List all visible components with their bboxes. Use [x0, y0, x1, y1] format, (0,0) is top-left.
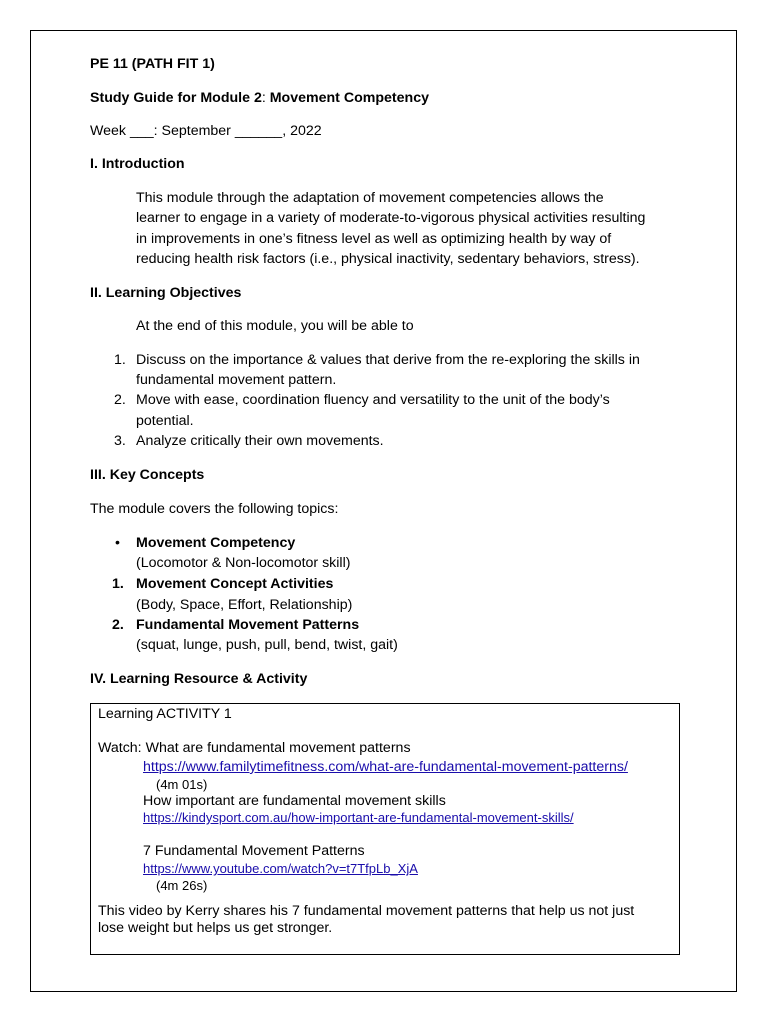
objective-line: Discuss on the importance & values that derive from the re-exploring the skills in [136, 352, 640, 368]
concept-detail: (Body, Space, Effort, Relationship) [136, 597, 353, 613]
objective-line: Analyze critically their own movements. [136, 433, 384, 449]
objective-line: potential. [136, 413, 194, 429]
objective-line: Move with ease, coordination fluency and versatility to the unit of the body’s [136, 392, 610, 408]
activity-description: lose weight but helps us get stronger. [98, 920, 333, 936]
link-familytimefitness[interactable]: https://www.familytimefitness.com/what-are-fundamental-movement-patterns/ [143, 759, 628, 775]
link-youtube[interactable]: https://www.youtube.com/watch?v=t7TfpLb_XjA [143, 861, 418, 876]
concept-number: 2. [112, 617, 124, 633]
activity-title: Learning ACTIVITY 1 [98, 706, 232, 722]
duration-1: (4m 01s) [156, 777, 208, 792]
intro-line: This module through the adaptation of movement competencies allows the [136, 190, 604, 206]
concepts-heading: III. Key Concepts [90, 467, 205, 483]
duration-3: (4m 26s) [156, 878, 208, 893]
intro-line: reducing health risk factors (i.e., physical inactivity, sedentary behaviors, stress). [136, 251, 640, 267]
concept-detail: (Locomotor & Non-locomotor skill) [136, 555, 351, 571]
concept-title: Fundamental Movement Patterns [136, 617, 360, 633]
video-title-2: How important are fundamental movement skills [143, 793, 446, 809]
concepts-lead: The module covers the following topics: [90, 501, 339, 517]
concept-detail: (squat, lunge, push, pull, bend, twist, gait) [136, 637, 398, 653]
video-title-3: 7 Fundamental Movement Patterns [143, 843, 365, 859]
study-guide-title [90, 88, 429, 108]
watch-line: Watch: What are fundamental movement patterns [98, 740, 411, 756]
concept-title: Movement Competency [136, 535, 296, 551]
concept-number: 1. [112, 576, 124, 592]
guide-topic: Movement Competency [265, 90, 429, 106]
intro-line: learner to engage in a variety of moderate-to-vigorous physical activities resulting [136, 210, 646, 226]
activity-description: This video by Kerry shares his 7 fundamental movement patterns that help us not just [98, 903, 635, 919]
objectives-lead: At the end of this module, you will be able to [136, 318, 414, 334]
objective-number: 2. [114, 392, 126, 408]
week-line: Week ___: September ______, 2022 [90, 123, 322, 139]
course-title: PE 11 (PATH FIT 1) [90, 56, 215, 72]
link-kindysport[interactable]: https://kindysport.com.au/how-important-are-fundamental-movement-skills/ [143, 810, 574, 825]
intro-heading: I. Introduction [90, 156, 185, 172]
intro-line: in improvements in one’s fitness level as well as optimizing health by way of [136, 231, 612, 247]
objectives-heading: II. Learning Objectives [90, 285, 242, 301]
bullet-marker: • [115, 535, 120, 551]
objective-number: 3. [114, 433, 126, 449]
objective-line: fundamental movement pattern. [136, 372, 337, 388]
resources-heading: IV. Learning Resource & Activity [90, 671, 308, 687]
objective-number: 1. [114, 352, 126, 368]
concept-title: Movement Concept Activities [136, 576, 334, 592]
guide-label: Study Guide for Module 2 [90, 90, 262, 106]
guide-colon: : [261, 90, 266, 106]
